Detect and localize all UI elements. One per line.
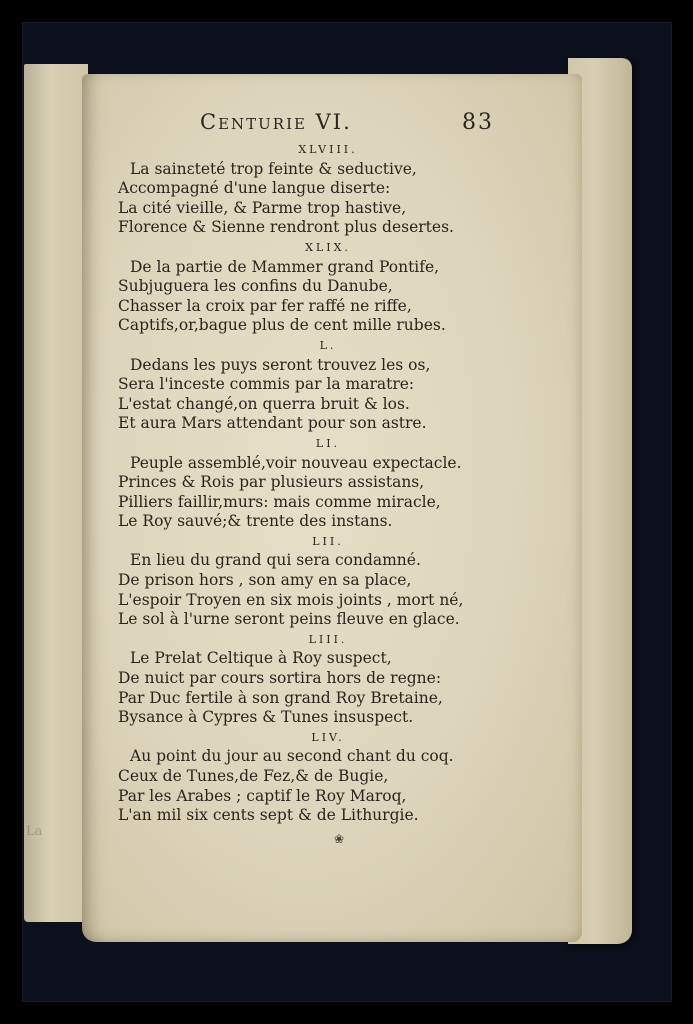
quatrain-number: LIII. <box>308 632 348 646</box>
verse-line: De nuict par cours sortira hors de regne: <box>118 669 442 688</box>
verse-line: Le sol à l'urne seront peins fleuve en glace. <box>118 610 460 629</box>
verse-line: Bysance à Cypres & Tunes insuspect. <box>118 708 414 727</box>
verse-line: Par les Arabes ; captif le Roy Maroq, <box>118 786 407 805</box>
verse-line: De la partie de Mammer grand Pontife, <box>130 257 440 276</box>
verse-line: Pilliers faillir,murs: mais comme miracle, <box>118 492 441 511</box>
quatrain-number: XLIX. <box>305 240 351 254</box>
verse-line: En lieu du grand qui sera condamné. <box>130 551 421 570</box>
quatrain-number: L. <box>319 338 337 352</box>
verse-line: De prison hors , son amy en sa place, <box>118 571 412 590</box>
quatrain-number: XLVIII. <box>298 143 358 156</box>
facing-page-edge <box>24 64 88 922</box>
verse-line: Accompagné d'une langue diserte: <box>118 179 391 198</box>
verse-line: La cité vieille, & Parme trop hastive, <box>118 198 407 217</box>
verse-line: Peuple assemblé,voir nouveau expectacle. <box>130 453 462 472</box>
quatrain-number: LII. <box>312 534 344 548</box>
verse-line: Captifs,or,bague plus de cent mille rubes. <box>118 316 446 335</box>
running-title: Centurie VI. <box>200 110 352 134</box>
facing-page-text: La <box>26 824 43 839</box>
verse-line: Sera l'inceste commis par la maratre: <box>118 375 415 394</box>
verse-line: Dedans les puys seront trouvez les os, <box>130 355 431 374</box>
verse-line: Et aura Mars attendant pour son astre. <box>118 414 427 433</box>
quatrain <box>118 238 568 336</box>
verse-line: L'an mil six cents sept & de Lithurgie. <box>118 806 419 825</box>
verse-line: Florence & Sienne rendront plus desertes. <box>118 218 454 237</box>
page-number: 83 <box>462 110 494 135</box>
quatrain <box>118 140 568 238</box>
verse-line: Ceux de Tunes,de Fez,& de Bugie, <box>118 767 389 785</box>
verse-line: L'estat changé,on querra bruit & los. <box>118 394 410 413</box>
verse-line: Le Roy sauvé;& trente des instans. <box>118 512 393 531</box>
verse-line: Par Duc fertile à son grand Roy Bretaine, <box>118 688 443 707</box>
verse-line: Chasser la croix par fer raffé ne riffe, <box>118 296 412 315</box>
verse-line: L'espoir Troyen en six mois joints , mort né, <box>118 590 464 609</box>
quatrain <box>118 630 568 728</box>
printer-mark-icon: ❀ <box>334 832 345 846</box>
quatrain <box>118 532 568 630</box>
verse-line: La sainɛteté trop feinte & seductive, <box>130 159 417 178</box>
quatrain-number: LI. <box>315 436 341 450</box>
quatrain <box>118 336 568 434</box>
verse-line: Princes & Rois par plusieurs assistans, <box>118 473 425 492</box>
text-block <box>118 140 568 826</box>
quatrain <box>118 434 568 532</box>
quatrain-number: LIV. <box>311 730 345 744</box>
verse-line: Subjuguera les confins du Danube, <box>118 277 393 296</box>
verse-line: Au point du jour au second chant du coq. <box>130 747 454 766</box>
quatrain <box>118 728 568 826</box>
verse-line: Le Prelat Celtique à Roy suspect, <box>130 649 392 668</box>
